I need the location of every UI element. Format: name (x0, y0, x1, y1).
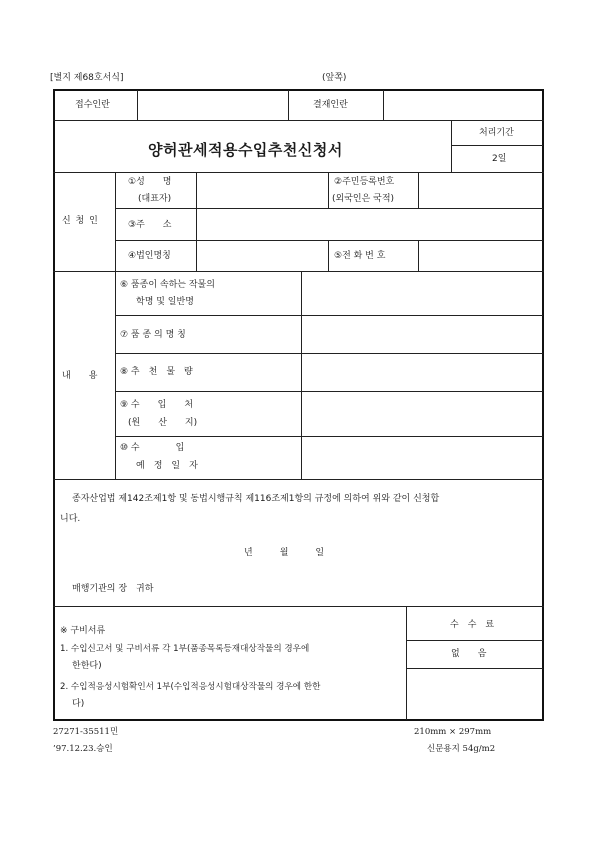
resident-number-label: ②주민등록번호 (334, 177, 395, 187)
import-source-label: ⑨ 수 입 처 (120, 400, 194, 410)
nationality-label: (외국인은 국적) (332, 194, 395, 204)
corporation-name-field[interactable] (197, 241, 327, 270)
addressee: 매행기관의 장 귀하 (72, 584, 154, 594)
fee-value: 없 음 (451, 649, 487, 659)
document-item-1: 1. 수입신고서 및 구비서류 각 1부(품종목록등재대상작물의 경우에 (60, 644, 310, 654)
form-number: [별지 제68호서식] (50, 73, 124, 83)
content-section-label: 내 용 (62, 371, 98, 381)
declaration-text: 종자산업법 제142조제1항 및 동법시행규칙 제116조제1항의 규정에 의하여 위와 같이 신청합 (72, 494, 440, 504)
form-code: 27271-35511민 (53, 727, 119, 737)
receipt-stamp-label: 접수인란 (75, 100, 110, 110)
import-source-field[interactable] (302, 392, 541, 435)
name-field[interactable] (197, 173, 327, 207)
document-item-2: 2. 수입적응성시험확인서 1부(수입적응성시험대상작물의 경우에 한한 (60, 682, 321, 692)
fee-label: 수 수 료 (450, 620, 495, 630)
address-label: ③주 소 (128, 220, 172, 230)
approval-stamp-label: 결재인란 (313, 100, 348, 110)
recommended-quantity-label: ⑧ 추 천 물 량 (120, 367, 193, 377)
phone-number-label: ⑤전 화 번 호 (334, 251, 386, 261)
approval-date: ’97.12.23.승인 (53, 744, 113, 754)
signing-date: 년 월 일 (244, 548, 325, 558)
crop-species-label: ⑥ 품종이 속하는 작물의 (120, 280, 215, 290)
representative-label: (대표자) (138, 194, 172, 204)
variety-name-field[interactable] (302, 316, 541, 352)
applicant-section-label: 신 청 인 (62, 216, 99, 226)
declaration-text-end: 니다. (60, 514, 81, 524)
phone-number-field[interactable] (419, 241, 541, 270)
variety-name-label: ⑦ 품 종 의 명 칭 (120, 330, 186, 340)
import-date-field[interactable] (302, 437, 541, 478)
import-date-label: ⑩ 수 입 (120, 443, 185, 453)
scientific-name-label: 학명 및 일반명 (136, 297, 194, 307)
crop-species-field[interactable] (302, 272, 541, 314)
resident-number-field[interactable] (419, 173, 541, 207)
address-field[interactable] (197, 209, 541, 239)
required-documents-heading: ※ 구비서류 (60, 626, 106, 636)
page-side-label: (앞쪽) (322, 73, 347, 83)
scheduled-date-label: 예 정 일 자 (136, 461, 198, 471)
processing-period-label: 처리기간 (479, 128, 514, 138)
document-item-2-cont: 다) (72, 699, 85, 709)
paper-type: 신문용지 54g/m2 (427, 744, 496, 754)
corporation-name-label: ④법인명칭 (128, 251, 171, 261)
recommended-quantity-field[interactable] (302, 354, 541, 390)
paper-size: 210mm × 297mm (414, 727, 492, 737)
origin-label: (원 산 지) (128, 418, 198, 428)
form-title: 양허관세적용수입추천신청서 (148, 141, 343, 159)
processing-period-value: 2일 (492, 154, 507, 164)
name-label: ①성 명 (128, 177, 172, 187)
document-item-1-cont: 한한다) (72, 661, 102, 671)
